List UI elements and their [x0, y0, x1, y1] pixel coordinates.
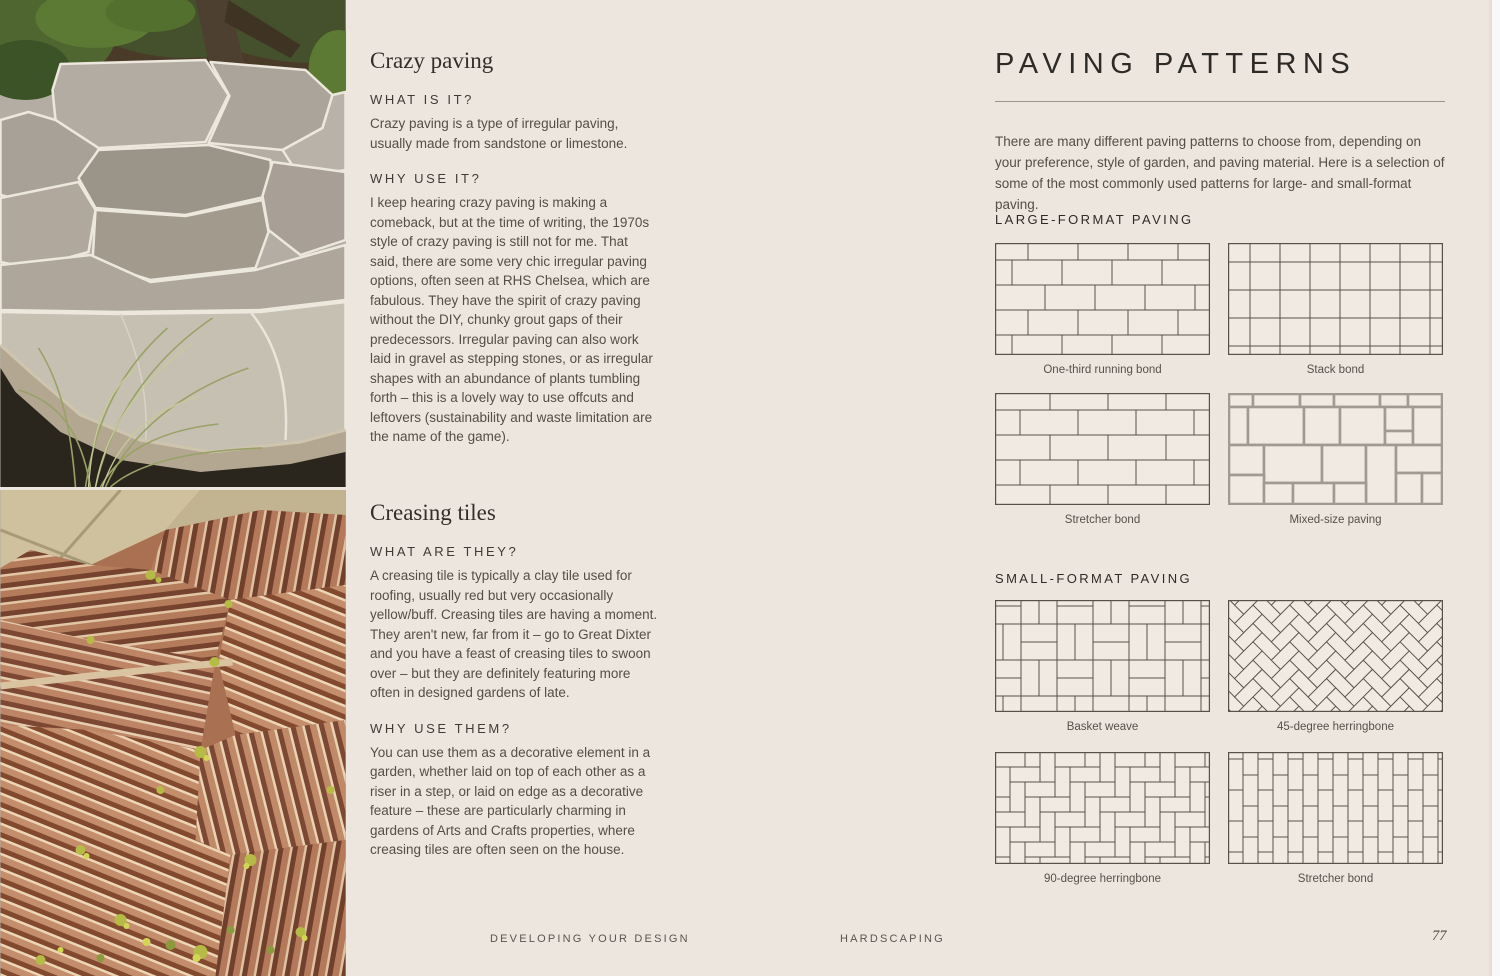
diagram-one-third-running-bond: [995, 243, 1210, 376]
creasing-tiles-why-body: You can use them as a decorative element in a garden, whether laid on top of each other as a riser in a step, or laid on edge as a decorative feature – these are particularly charming in gardens of Arts and Crafts properties, where creasing tiles are often seen on the house.: [370, 744, 651, 857]
crazy-paving-what-body: Crazy paving is a type of irregular paving, usually made from sandstone or limestone.: [370, 116, 628, 151]
basket-weave-pattern: [995, 600, 1210, 712]
diagram-caption: One-third running bond: [1043, 364, 1162, 376]
herringbone-45-pattern: [1228, 600, 1443, 712]
creasing-tiles-illustration: [0, 490, 346, 976]
creasing-tiles-what-heading: WHAT ARE THEY?: [370, 544, 519, 559]
herringbone-90-pattern: [995, 752, 1210, 864]
crazy-paving-title: Crazy paving: [370, 48, 494, 73]
diagram-caption: Stretcher bond: [1297, 873, 1374, 885]
footer-chapter: DEVELOPING YOUR DESIGN: [490, 933, 690, 945]
crazy-paving-what-heading: WHAT IS IT?: [370, 92, 474, 107]
diagram-stack-bond: [1228, 243, 1443, 376]
stretcher-bond-small-pattern: [1228, 752, 1443, 864]
diagram-mixed-size-paving: [1228, 393, 1443, 526]
diagram-caption: 45-degree herringbone: [1276, 721, 1394, 733]
diagram-45-degree-herringbone: [1228, 600, 1443, 733]
creasing-tiles-why-heading: WHY USE THEM?: [370, 720, 512, 736]
paving-patterns-title: PAVING PATTERNS: [995, 48, 1357, 80]
diagram-stretcher-bond-small: [1228, 752, 1443, 885]
diagram-caption: Mixed-size paving: [1289, 514, 1382, 526]
large-format-label: LARGE-FORMAT PAVING: [995, 212, 1194, 227]
paving-patterns-intro: There are many different paving patterns to choose from, depending on your preference, style of garden, and paving material. Here is a selection of some of the most commonly used patterns for large- and small-format paving.: [995, 133, 1445, 212]
crazy-paving-why-heading: WHY USE IT?: [370, 171, 482, 186]
diagram-basket-weave: [995, 600, 1210, 733]
diagram-caption: Basket weave: [1066, 721, 1139, 733]
crazy-paving-illustration: [0, 0, 346, 487]
one-third-running-bond-pattern: [995, 243, 1210, 355]
creasing-tiles-article: [370, 500, 660, 860]
crazy-paving-photo: [0, 0, 346, 487]
mixed-size-paving-pattern: [1228, 393, 1443, 505]
diagram-stretcher-bond-large: [995, 393, 1210, 526]
creasing-tiles-what-body: A creasing tile is typically a clay tile used for roofing, usually red but very occasionally yellow/buff. Creasing tiles are having a moment. They aren't new, far from it – go to Great Dixter and you have a feast of creasing tiles to swoon over – but they are definitely featuring more often in designed gardens of late.: [370, 568, 658, 700]
creasing-tiles-title: Creasing tiles: [370, 500, 496, 525]
diagram-90-degree-herringbone: [995, 752, 1210, 885]
diagram-caption: 90-degree herringbone: [1043, 873, 1161, 885]
small-format-label: SMALL-FORMAT PAVING: [995, 571, 1193, 586]
crazy-paving-why-body: I keep hearing crazy paving is making a comeback, but at the time of writing, the 1970s style of crazy paving is still not for me. That said, there are some very chic irregular paving options, often seen at RHS Chelsea, which are fabulous. They have the spirit of crazy paving without the DIY, chunky grout gaps of their predecessors. Irregular paving can also work laid in gravel as stepping stones, or as irregular shapes with an abundance of plants tumbling forth – this is a lovely way to use offcuts and leftovers (sustainability and waste limitation are the name of the game).: [370, 195, 653, 444]
crazy-paving-article: [370, 48, 660, 447]
page-number: 77: [1432, 928, 1447, 944]
stack-bond-pattern: [1228, 243, 1443, 355]
creasing-tiles-photo: [0, 490, 346, 976]
diagram-caption: Stack bond: [1306, 364, 1365, 376]
title-divider: [995, 101, 1445, 102]
page-edge: [1492, 0, 1500, 976]
stretcher-bond-pattern: [995, 393, 1210, 505]
footer-section: HARDSCAPING: [840, 933, 945, 945]
diagram-caption: Stretcher bond: [1064, 514, 1141, 526]
